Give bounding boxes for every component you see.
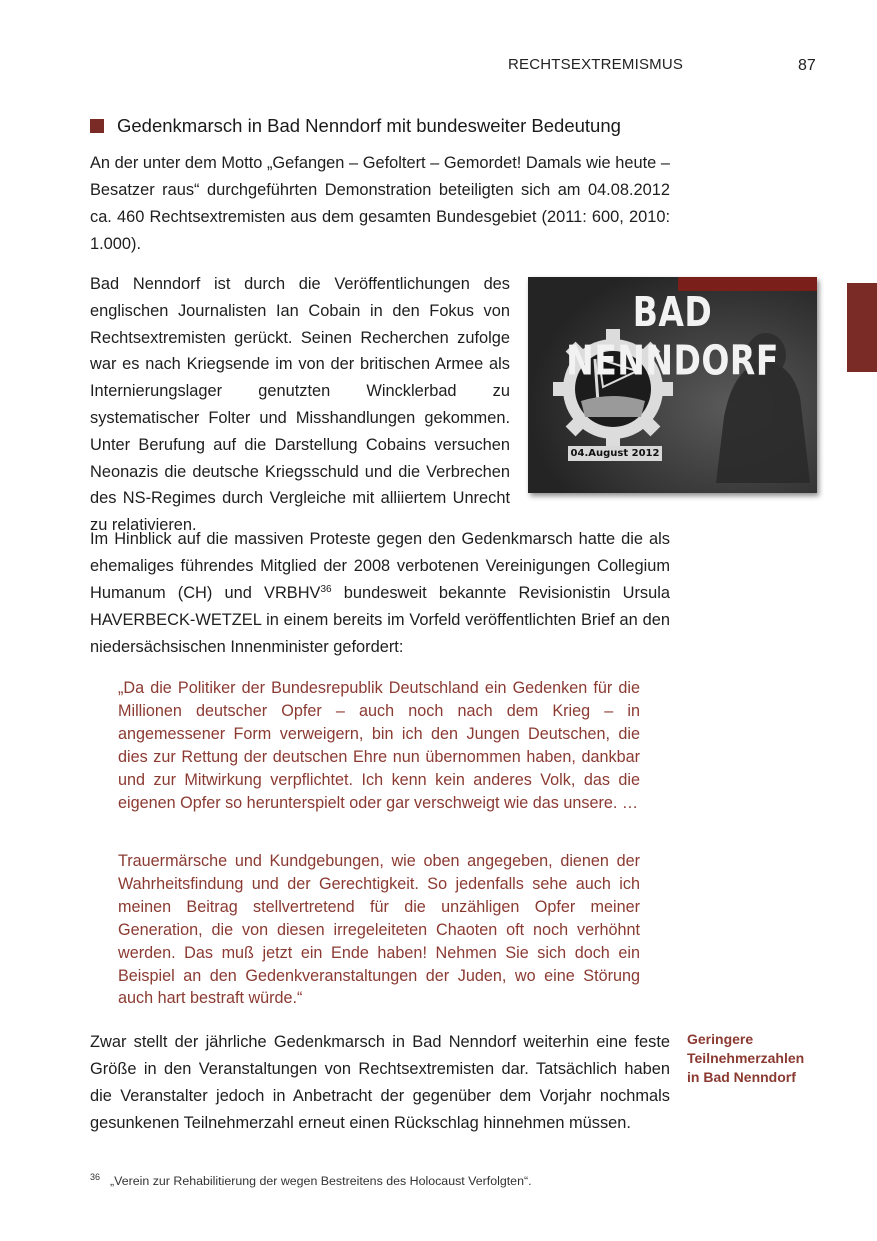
paragraph-haverbeck-part-a: Im Hinblick auf die massiven Proteste gegen den Gedenkmarsch hatte die als ehemaliges führendes Mitglied der 2008 verbotenen Vereinigungen Collegium Humanum (CH) und VRBHV [90,530,670,602]
paragraph-cobain: Bad Nenndorf ist durch die Veröffentlichungen des englischen Journalisten Ian Cobain in den Fokus von Rechtsextremisten gerückt. Seinen Recherchen zufolge war es nach Kriegsende im von der britischen Armee als Internierungslager genutzten Wincklerbad zu systematischer Folter und Misshandlungen gekommen. Unter Berufung auf die Darstellung Cobains versuchen Neonazis die deutsche Kriegsschuld und die Verbrechen des NS-Regimes durch Vergleiche mit alliiertem Unrecht zu relativieren. [90,275,510,535]
quote-block-2: Trauermärsche und Kundgebungen, wie oben angegeben, dienen der Wahrheitsfindung und der Gerechtigkeit. So jedenfalls sehe auch ich meinen Beitrag stellvertretend für die unzähligen Opfer meiner Generation, die von diesen irregeleiteten Chaoten oft noch verhöhnt werden. Das muß jetzt ein Ende haben! Nehmen Sie sich doch ein Beispiel an den Gedenkveranstaltungen der Juden, wo eine Störung auch hart bestraft würde.“ [118,852,640,1008]
footnote-number: 36 [90,1172,101,1182]
margin-note-line-1: Geringere [687,1031,754,1047]
footnote-reference: 36 [320,584,332,595]
page-number: 87 [798,57,816,74]
paragraph-haverbeck-part-b: bundesweit bekannte Revisionistin Ursula HAVERBECK-WETZEL in einem bereits im Vorfeld veröffentlichten Brief an den niedersächsischen Innenminister gefordert: [90,584,670,656]
poster-title: BAD NENNDORF [566,287,779,385]
chapter-tab-marker [847,283,877,372]
demo-poster-image [528,277,817,493]
footnote-text: „Verein zur Rehabilitierung der wegen Bestreitens des Holocaust Verfolgten“. [110,1174,532,1188]
paragraph-intro: An der unter dem Motto „Gefangen – Gefoltert – Gemordet! Damals wie heute – Besatzer raus“ durchgeführten Demonstration beteiligten sich am 04.08.2012 ca. 460 Rechtsextremisten aus dem gesamten Bundesgebiet (2011: 600, 2010: 1.000). [90,154,670,253]
paragraph-conclusion: Zwar stellt der jährliche Gedenkmarsch in Bad Nenndorf weiterhin eine feste Größe in den Veranstaltungen von Rechtsextremisten dar. Tatsächlich haben die Veranstalter jedoch in Anbetracht der gegenüber dem Vorjahr nochmals gesunkenen Teilnehmerzahl erneut einen Rückschlag hinnehmen müssen. [90,1033,670,1132]
bullet-square-icon [90,119,104,133]
section-heading [90,115,690,137]
paragraph-haverbeck [90,526,670,661]
margin-note-line-3: in Bad Nenndorf [687,1069,796,1085]
quote-block-1: „Da die Politiker der Bundesrepublik Deutschland ein Gedenken für die Millionen deutscher Opfer – auch noch nach dem Krieg – in angemessener Form verweigern, bin ich den Jungen Deutschen, die dies zur Rettung der deutschen Ehre nun übernommen haben, dankbar und zur Mitwirkung verpflichtet. Ich kenn kein anderes Volk, das die eigenen Opfer so herunterspielt oder gar verschweigt wie das unsere. … [118,679,640,812]
margin-note-line-2: Teilnehmerzahlen [687,1050,805,1066]
footnote [90,1172,532,1188]
running-header: RECHTSEXTREMISMUS [508,56,684,73]
poster-date: 04.August 2012 [568,446,662,461]
section-heading-text: Gedenkmarsch in Bad Nenndorf mit bundesweiter Bedeutung [117,115,621,136]
margin-note [687,1030,817,1087]
